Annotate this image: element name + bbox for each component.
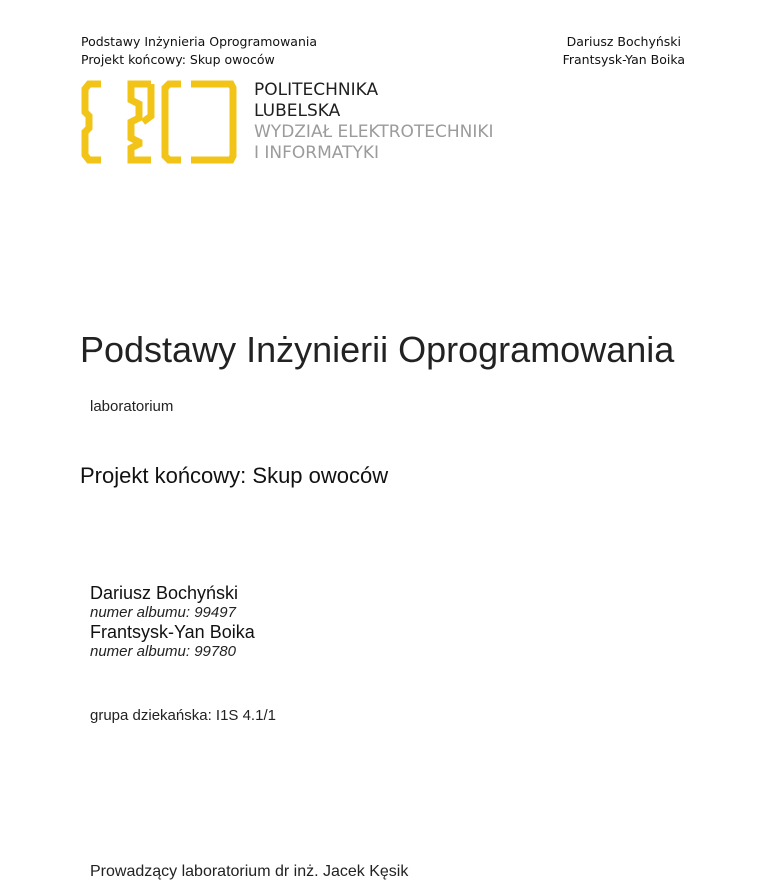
header-project: Projekt końcowy: Skup owoców (81, 52, 275, 67)
logo-line-lubelska: LUBELSKA (254, 101, 341, 121)
logo-text (254, 80, 494, 164)
project-title: Projekt końcowy: Skup owoców (80, 463, 389, 488)
logo-line-wydzial: WYDZIAŁ ELEKTROTECHNIKI (254, 122, 494, 142)
lab-teacher: Prowadzący laboratorium dr inż. Jacek Kęsik (90, 863, 409, 880)
logo-line-politechnika: POLITECHNIKA (254, 80, 379, 100)
header-author-1: Dariusz Bochyński (566, 34, 681, 49)
header-left (81, 33, 317, 69)
author-album-number: numer albumu: 99497 (90, 604, 236, 621)
author-album-number: numer albumu: 99780 (90, 643, 236, 660)
header-course: Podstawy Inżynieria Oprogramowania (81, 34, 318, 49)
document-title: Podstawy Inżynierii Oprogramowania (80, 329, 675, 370)
document-subtitle: laboratorium (90, 398, 174, 415)
authors-block (90, 583, 255, 661)
logo-line-informatyki: I INFORMATYKI (254, 143, 380, 163)
author-name: Frantsysk-Yan Boika (90, 622, 255, 642)
author-name: Dariusz Bochyński (90, 583, 239, 603)
politechnika-lubelska-logo-icon (81, 80, 237, 164)
dean-group: grupa dziekańska: I1S 4.1/1 (90, 707, 276, 724)
header-author-2: Frantsysk-Yan Boika (562, 52, 685, 67)
header-right (563, 33, 685, 69)
